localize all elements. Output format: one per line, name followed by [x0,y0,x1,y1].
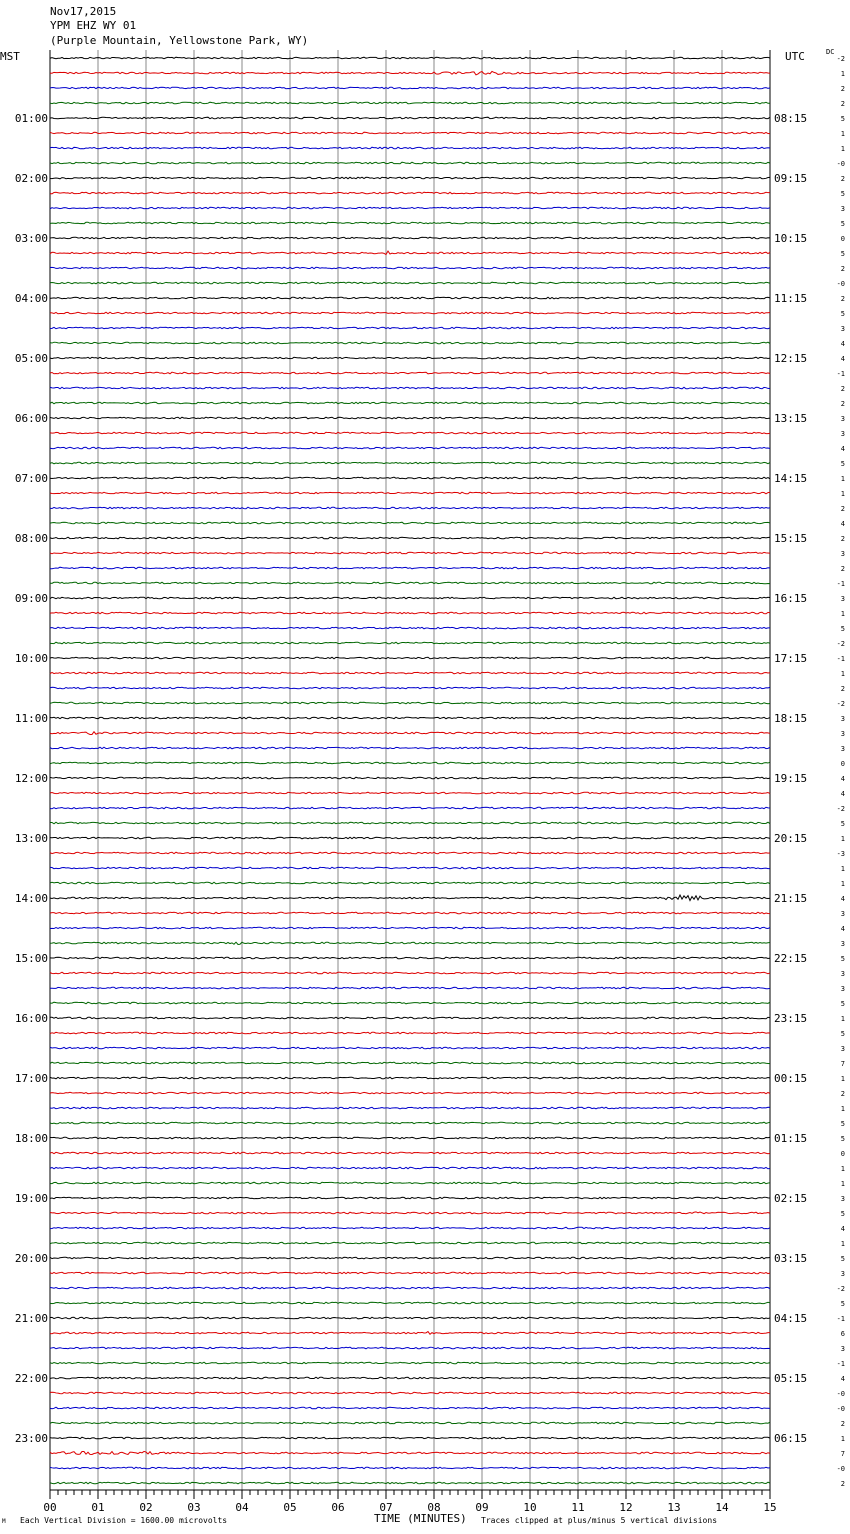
dc-offset-label: 4 [840,1375,845,1383]
time-axis [43,1490,776,1514]
dc-offset-label: 3 [840,985,845,993]
x-tick-label: 10 [523,1501,537,1514]
dc-offset-label: 1 [840,865,845,873]
trace-row-0 [50,57,770,59]
trace-row-90 [50,1407,770,1409]
dc-offset-label: 0 [840,1150,845,1158]
utc-hour-label: 16:15 [774,592,808,605]
dc-offset-label: 3 [840,970,845,978]
dc-offset-label: 1 [840,1165,845,1173]
dc-offset-label: 3 [840,595,845,603]
x-tick-label: 06 [331,1501,345,1514]
utc-label: UTC [785,50,805,63]
dc-offset-label: 5 [840,820,845,828]
trace-row-36 [50,597,770,599]
mst-hour-label: 03:00 [14,232,48,245]
trace-row-39 [50,642,770,644]
utc-hour-label: 08:15 [774,112,808,125]
dc-offset-label: -1 [836,370,845,378]
trace-row-78 [50,1227,770,1229]
clip-note: Traces clipped at plus/minus 5 vertical divisions [481,1516,718,1525]
mst-hour-label: 10:00 [14,652,48,665]
mst-hour-label: 09:00 [14,592,48,605]
dc-offset-label: -2 [836,805,845,813]
x-tick-label: 15 [763,1501,777,1514]
mst-hour-label: 21:00 [14,1312,48,1325]
trace-row-58 [50,927,770,929]
dc-offset-label: 2 [840,400,845,408]
dc-offset-label: 5 [840,310,845,318]
dc-offset-label: 7 [840,1060,845,1068]
trace-row-71 [50,1122,770,1124]
trace-row-15 [50,282,770,284]
utc-hour-label: 01:15 [774,1132,808,1145]
trace-row-44 [50,717,770,719]
trace-row-32 [50,537,770,539]
dc-offset-label: 2 [840,100,845,108]
trace-row-92 [50,1437,770,1439]
utc-hour-label: 03:15 [774,1252,808,1265]
trace-row-10 [50,207,770,209]
trace-row-74 [50,1167,770,1169]
dc-offset-label: 1 [840,145,845,153]
mst-hour-label: 18:00 [14,1132,48,1145]
dc-offset-label: 5 [840,1120,845,1128]
dc-offset-label: 1 [840,490,845,498]
utc-hour-label: 11:15 [774,292,808,305]
trace-row-8 [50,177,770,179]
dc-offset-label: 2 [840,175,845,183]
trace-row-48 [50,777,770,779]
trace-row-64 [50,1017,770,1019]
utc-hour-label: 23:15 [774,1012,808,1025]
dc-offset-label: 5 [840,460,845,468]
trace-row-46 [50,747,770,749]
mst-hour-label: 20:00 [14,1252,48,1265]
utc-hour-label: 20:15 [774,832,808,845]
trace-row-3 [50,102,770,104]
mst-hour-label: 14:00 [14,892,48,905]
dc-offset-label: 2 [840,1480,845,1488]
x-tick-label: 07 [379,1501,393,1514]
trace-row-95 [50,1482,770,1484]
trace-row-53 [50,852,770,854]
dc-offset-label: 7 [840,1450,845,1458]
utc-hour-label: 18:15 [774,712,808,725]
trace-row-26 [50,447,770,449]
trace-row-9 [50,192,770,194]
dc-offset-label: 3 [840,1195,845,1203]
trace-row-62 [50,987,770,989]
mst-hour-label: 05:00 [14,352,48,365]
dc-offset-label: 4 [840,925,845,933]
dc-offset-label: -0 [836,1390,845,1398]
dc-offset-label: 1 [840,70,845,78]
trace-row-6 [50,147,770,149]
dc-offset-label: -1 [836,1315,845,1323]
dc-offset-label: 5 [840,250,845,258]
mst-hour-label: 02:00 [14,172,48,185]
trace-row-50 [50,807,770,809]
dc-offset-label: 1 [840,1435,845,1443]
dc-offset-label: 1 [840,880,845,888]
mst-hour-label: 07:00 [14,472,48,485]
utc-hour-label: 19:15 [774,772,808,785]
dc-offset-label: 2 [840,295,845,303]
mst-hour-label: 19:00 [14,1192,48,1205]
trace-row-63 [50,1002,770,1004]
utc-hour-label: 05:15 [774,1372,808,1385]
dc-offset-label: 1 [840,130,845,138]
trace-row-54 [50,867,770,869]
utc-hour-label: 09:15 [774,172,808,185]
dc-offset-label: 2 [840,505,845,513]
trace-row-27 [50,462,770,464]
trace-row-7 [50,162,770,164]
trace-row-56 [50,895,770,901]
dc-offset-label: 1 [840,475,845,483]
dc-offset-label: 1 [840,1075,845,1083]
trace-row-1 [50,71,770,74]
trace-row-79 [50,1242,770,1244]
mst-hour-label: 08:00 [14,532,48,545]
utc-hour-label: 14:15 [774,472,808,485]
dc-offset-label: 3 [840,1345,845,1353]
dc-offset-label: 2 [840,265,845,273]
mst-hour-label: 15:00 [14,952,48,965]
dc-offset-label: 5 [840,1255,845,1263]
dc-offset-label: 3 [840,715,845,723]
dc-offset-label: 5 [840,1135,845,1143]
trace-row-61 [50,972,770,974]
trace-row-16 [50,297,770,299]
trace-row-66 [50,1047,770,1049]
dc-offset-label: -2 [836,640,845,648]
trace-row-94 [50,1467,770,1469]
dc-offset-label: 3 [840,1270,845,1278]
dc-offset-label: 3 [840,730,845,738]
x-axis-label: TIME (MINUTES) [374,1512,467,1525]
dc-offset-label: 2 [840,385,845,393]
dc-offset-label: 1 [840,1105,845,1113]
trace-row-34 [50,567,770,569]
dc-offset-label: 5 [840,220,845,228]
mst-hour-label: 13:00 [14,832,48,845]
mst-hour-label: 17:00 [14,1072,48,1085]
dc-offset-label: 1 [840,1015,845,1023]
trace-row-37 [50,612,770,614]
dc-offset-label: 3 [840,325,845,333]
trace-row-49 [50,792,770,794]
trace-row-85 [50,1332,770,1335]
dc-offset-label: 4 [840,1225,845,1233]
dc-offset-label: 1 [840,1180,845,1188]
x-tick-label: 02 [139,1501,153,1514]
trace-row-22 [50,387,770,389]
trace-row-13 [50,251,770,255]
trace-row-89 [50,1392,770,1394]
trace-row-69 [50,1092,770,1094]
trace-row-20 [50,357,770,359]
dc-offset-label: -2 [836,1285,845,1293]
trace-row-23 [50,402,770,404]
trace-row-73 [50,1152,770,1154]
utc-hour-labels [774,112,807,1445]
utc-hour-label: 04:15 [774,1312,808,1325]
dc-offset-label: 5 [840,625,845,633]
x-tick-label: 09 [475,1501,489,1514]
footer-mark: M [2,1518,6,1525]
mst-hour-label: 06:00 [14,412,48,425]
dc-offset-label: 5 [840,1000,845,1008]
dc-offset-label: -0 [836,1465,845,1473]
utc-hour-label: 22:15 [774,952,808,965]
trace-row-68 [50,1077,770,1079]
trace-row-17 [50,312,770,314]
utc-hour-label: 13:15 [774,412,808,425]
trace-row-2 [50,87,770,89]
dc-offset-label: 3 [840,940,845,948]
dc-offset-label: 3 [840,205,845,213]
trace-row-30 [50,507,770,509]
utc-hour-label: 00:15 [774,1072,808,1085]
x-tick-label: 03 [187,1501,201,1514]
dc-offset-label: 3 [840,415,845,423]
utc-hour-label: 15:15 [774,532,808,545]
trace-row-87 [50,1362,770,1364]
trace-row-60 [50,957,770,959]
utc-hour-label: 10:15 [774,232,808,245]
dc-offset-label: 5 [840,1300,845,1308]
x-tick-label: 13 [667,1501,681,1514]
dc-offset-label: 5 [840,1210,845,1218]
trace-row-70 [50,1107,770,1109]
utc-hour-label: 17:15 [774,652,808,665]
trace-row-11 [50,222,770,224]
x-tick-label: 11 [571,1501,585,1514]
dc-offset-label: 0 [840,760,845,768]
trace-row-52 [50,837,770,839]
trace-row-83 [50,1302,770,1304]
x-tick-label: 12 [619,1501,633,1514]
x-tick-label: 14 [715,1501,729,1514]
utc-hour-label: 06:15 [774,1432,808,1445]
dc-offset-label: 3 [840,550,845,558]
mst-hour-label: 01:00 [14,112,48,125]
dc-label: DC [826,48,835,56]
x-tick-label: 04 [235,1501,249,1514]
trace-row-33 [50,552,770,554]
trace-row-59 [50,942,770,944]
mst-hour-label: 23:00 [14,1432,48,1445]
dc-offset-label: 3 [840,745,845,753]
trace-row-47 [50,762,770,764]
trace-row-57 [50,912,770,914]
utc-hour-label: 21:15 [774,892,808,905]
dc-offset-label: 2 [840,535,845,543]
trace-row-67 [50,1062,770,1064]
dc-offset-label: 1 [840,1240,845,1248]
dc-offset-label: 4 [840,895,845,903]
trace-row-35 [50,582,770,584]
trace-row-80 [50,1257,770,1259]
trace-row-29 [50,492,770,494]
scale-note: Each Vertical Division = 1600.00 microvolts [20,1516,228,1525]
trace-row-18 [50,327,770,329]
x-tick-label: 01 [91,1501,105,1514]
trace-row-21 [50,372,770,374]
trace-row-42 [50,687,770,689]
dc-offset-label: 4 [840,775,845,783]
trace-row-93 [50,1451,770,1454]
dc-offset-label: 3 [840,1045,845,1053]
dc-offset-label: 5 [840,1030,845,1038]
dc-offset-label: 5 [840,190,845,198]
dc-offset-label: -2 [836,55,845,63]
utc-hour-label: 12:15 [774,352,808,365]
trace-row-24 [50,417,770,419]
dc-offset-label: -1 [836,1360,845,1368]
dc-offset-label: -3 [836,850,845,858]
trace-row-77 [50,1212,770,1214]
trace-row-25 [50,432,770,434]
dc-offset-label: 1 [840,670,845,678]
dc-offset-label: 2 [840,85,845,93]
mst-hour-label: 22:00 [14,1372,48,1385]
dc-offset-label: 6 [840,1330,845,1338]
mst-hour-label: 11:00 [14,712,48,725]
trace-row-82 [50,1287,770,1289]
trace-row-91 [50,1422,770,1424]
trace-row-19 [50,342,770,344]
dc-offset-label: 2 [840,565,845,573]
utc-hour-label: 02:15 [774,1192,808,1205]
trace-row-65 [50,1032,770,1034]
seismic-traces [50,57,770,1484]
trace-row-55 [50,882,770,884]
dc-offset-label: 2 [840,1090,845,1098]
dc-offset-label: 1 [840,835,845,843]
dc-offset-label: 2 [840,1420,845,1428]
trace-row-45 [50,732,770,735]
mst-hour-label: 16:00 [14,1012,48,1025]
trace-row-84 [50,1317,770,1319]
mst-hour-label: 12:00 [14,772,48,785]
trace-row-51 [50,822,770,824]
x-tick-label: 00 [43,1501,57,1514]
dc-offset-label: 4 [840,355,845,363]
trace-row-43 [50,702,770,704]
trace-row-4 [50,117,770,119]
dc-offset-label: -1 [836,655,845,663]
dc-offset-label: 4 [840,520,845,528]
dc-offset-label: 5 [840,115,845,123]
dc-offset-label: -2 [836,700,845,708]
dc-offset-label: 1 [840,610,845,618]
dc-offset-label: -1 [836,580,845,588]
dc-offset-label: -0 [836,280,845,288]
mst-label: MST [0,50,20,63]
trace-row-72 [50,1137,770,1139]
trace-row-28 [50,477,770,479]
trace-row-12 [50,237,770,239]
trace-row-88 [50,1377,770,1379]
dc-offset-labels [837,55,845,1488]
dc-offset-label: 3 [840,910,845,918]
trace-row-41 [50,672,770,674]
dc-offset-label: 2 [840,685,845,693]
trace-row-76 [50,1197,770,1199]
trace-row-14 [50,267,770,269]
dc-offset-label: 4 [840,790,845,798]
trace-row-31 [50,522,770,524]
trace-row-38 [50,627,770,629]
dc-offset-label: 4 [840,445,845,453]
trace-row-40 [50,657,770,659]
dc-offset-label: 0 [840,235,845,243]
dc-offset-label: -0 [836,160,845,168]
dc-offset-label: -0 [836,1405,845,1413]
x-tick-label: 05 [283,1501,297,1514]
mst-hour-label: 04:00 [14,292,48,305]
dc-offset-label: 3 [840,430,845,438]
trace-row-86 [50,1347,770,1349]
dc-offset-label: 4 [840,340,845,348]
trace-row-5 [50,132,770,134]
station-code: YPM EHZ WY 01 [50,19,137,32]
mst-hour-labels [15,112,48,1445]
x-tick-label: 08 [427,1501,441,1514]
trace-row-75 [50,1182,770,1184]
station-location: (Purple Mountain, Yellowstone Park, WY) [50,34,309,47]
plot-date: Nov17,2015 [50,5,117,18]
trace-row-81 [50,1272,770,1274]
dc-offset-label: 5 [840,955,845,963]
